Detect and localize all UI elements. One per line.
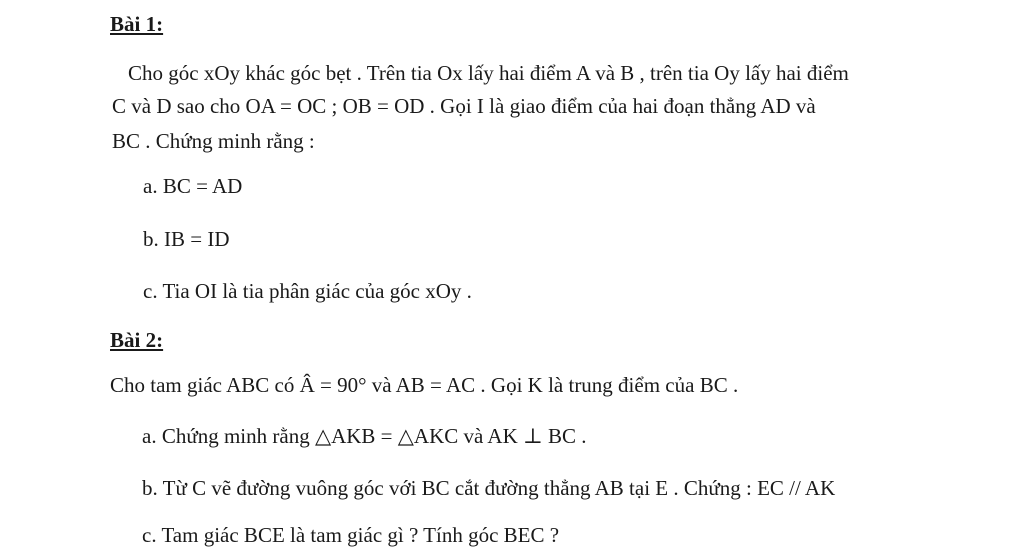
exercise-1-item-a: a. BC = AD [143,174,243,198]
exercise-1-text-line-2: C và D sao cho OA = OC ; OB = OD . Gọi I là giao điểm của hai đoạn thẳng AD và [112,94,816,118]
exercise-1-item-c: c. Tia OI là tia phân giác của góc xOy . [143,279,472,303]
exercise-1-text-line-3: BC . Chứng minh rằng : [112,129,315,153]
exercise-1-text-line-1: Cho góc xOy khác góc bẹt . Trên tia Ox lấy hai điểm A và B , trên tia Oy lấy hai điểm [128,61,849,85]
exercise-2-item-b: b. Từ C vẽ đường vuông góc với BC cắt đường thẳng AB tại E . Chứng : EC // AK [142,476,836,500]
exercise-1-heading: Bài 1: [110,12,164,36]
exercise-2-item-c: c. Tam giác BCE là tam giác gì ? Tính góc BEC ? [142,523,560,547]
exercise-2-item-a: a. Chứng minh rằng △AKB = △AKC và AK ⊥ BC . [142,424,587,448]
exercise-2-intro: Cho tam giác ABC có Â = 90° và AB = AC . Gọi K là trung điểm của BC . [110,373,739,397]
exercise-1-item-b: b. IB = ID [143,227,230,251]
exercise-2-heading: Bài 2: [110,328,164,352]
